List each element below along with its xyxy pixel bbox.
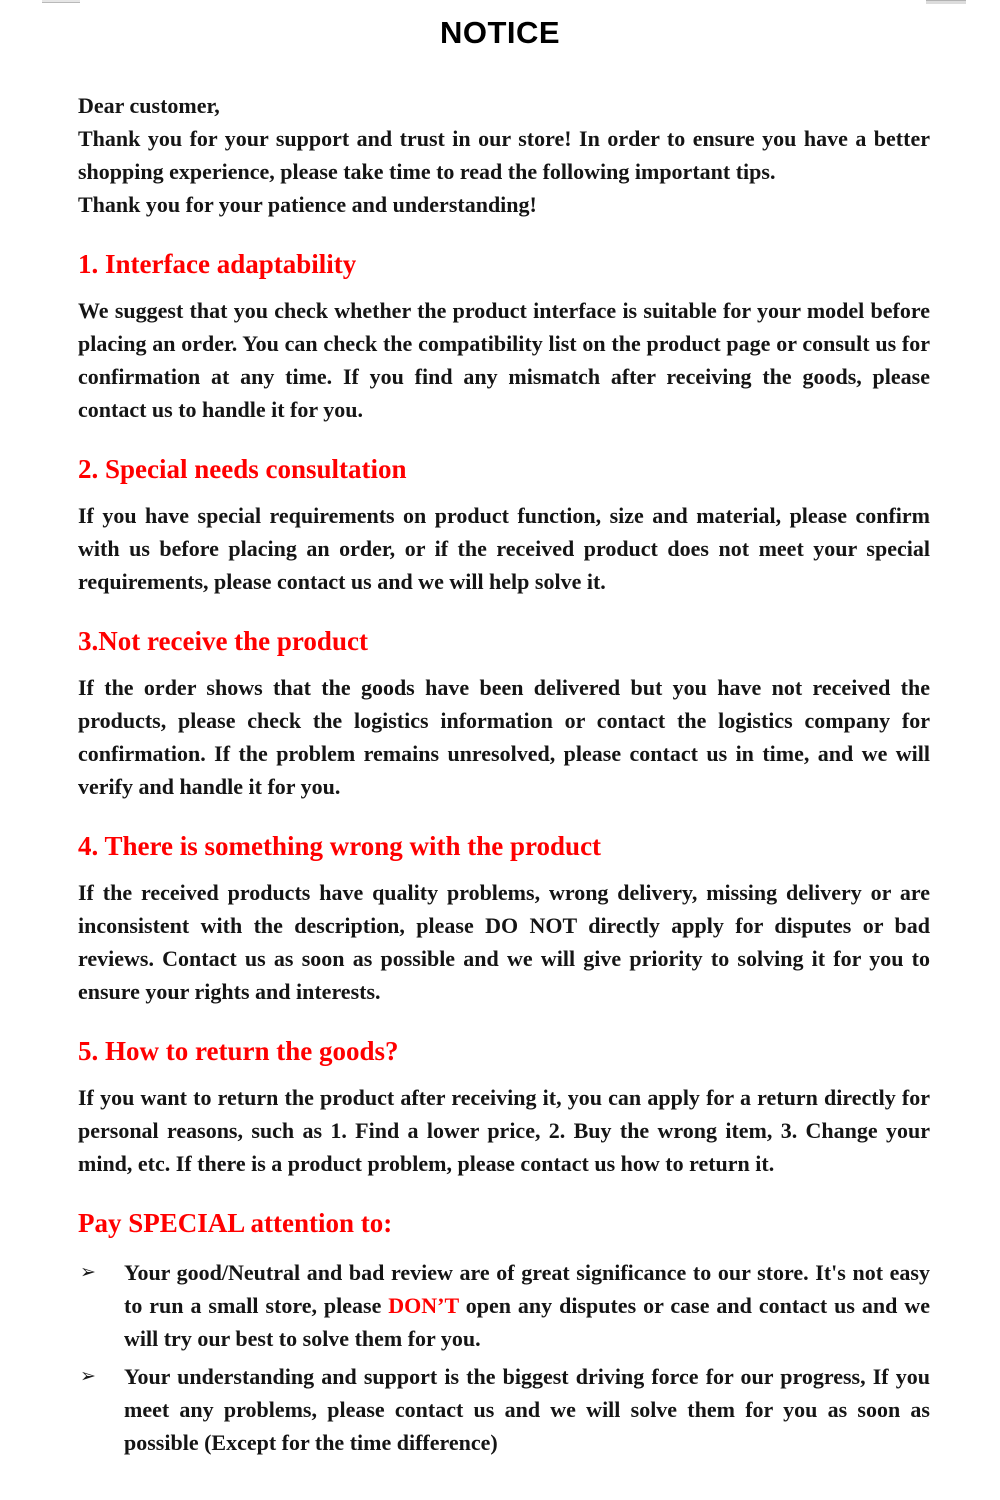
- list-item: [78, 1360, 930, 1459]
- section-special-needs-consultation: [78, 452, 930, 598]
- bullet-list: [78, 1256, 930, 1459]
- bullet-text: [124, 1256, 930, 1355]
- page-edge-artifact-right: [926, 0, 966, 4]
- section-something-wrong-with-product: [78, 829, 930, 1008]
- dont-highlight-text: DON’T: [388, 1293, 459, 1318]
- bullet-text: [124, 1360, 930, 1459]
- intro-body: Thank you for your support and trust in our store! In order to ensure you have a better shopping experience, please take time to read the following important tips.: [78, 126, 930, 184]
- section-body: If you want to return the product after receiving it, you can apply for a return directly for personal reasons, such as 1. Find a lower price, 2. Buy the wrong item, 3. Change your mind, etc. If there is a product problem, please contact us how to return it.: [78, 1085, 930, 1176]
- section-body: If the order shows that the goods have been delivered but you have not received the products, please check the logistics information or contact the logistics company for confirmation. If the problem remains unresolved, please contact us in time, and we will verify and handle it for you.: [78, 675, 930, 799]
- section-body: If you have special requirements on product function, size and material, please confirm with us before placing an order, or if the received product does not meet your special requirements, please contact us and we will help solve it.: [78, 503, 930, 594]
- section-body: We suggest that you check whether the product interface is suitable for your model before placing an order. You can check the compatibility list on the product page or consult us for confirmation at any time. If you find any mismatch after receiving the goods, please contact us to handle it for you.: [78, 298, 930, 422]
- special-attention-heading: Pay SPECIAL attention to:: [78, 1208, 393, 1238]
- page-edge-artifact-left: [42, 0, 80, 3]
- section-heading: 3.Not receive the product: [78, 626, 368, 656]
- section-body: If the received products have quality problems, wrong delivery, missing delivery or are inconsistent with the description, please DO NOT directly apply for disputes or bad reviews. Contact us as soon as possible and we will give priority to solving it for you to ensure your rights and interests.: [78, 880, 930, 1004]
- intro-salutation: Dear customer,: [78, 93, 220, 118]
- arrow-bullet-icon: ➢: [80, 1365, 96, 1387]
- document-body: [0, 89, 1000, 1459]
- bullet-text-before: Your understanding and support is the biggest driving force for our progress, If you meet any problems, please contact us and we will solve them for you as soon as possible (Except for the time difference): [124, 1364, 930, 1455]
- page-title: NOTICE: [439, 15, 561, 50]
- section-heading: 4. There is something wrong with the product: [78, 831, 602, 861]
- arrow-bullet-icon: ➢: [80, 1261, 96, 1283]
- section-heading: 1. Interface adaptability: [78, 249, 357, 279]
- section-pay-special-attention: [78, 1206, 930, 1459]
- intro-closing: Thank you for your patience and understanding!: [78, 192, 537, 217]
- bullet-text-after: open any disputes or case and contact us and we will try our best to solve them for you.: [124, 1293, 930, 1351]
- section-how-to-return-goods: [78, 1034, 930, 1180]
- section-heading: 5. How to return the goods?: [78, 1036, 399, 1066]
- section-not-receive-product: [78, 624, 930, 803]
- intro-paragraph: [78, 89, 930, 221]
- section-heading: 2. Special needs consultation: [78, 454, 407, 484]
- section-interface-adaptability: [78, 247, 930, 426]
- list-item: [78, 1256, 930, 1355]
- bullet-text-before: Your good/Neutral and bad review are of great significance to our store. It's not easy to run a small store, please: [124, 1260, 930, 1318]
